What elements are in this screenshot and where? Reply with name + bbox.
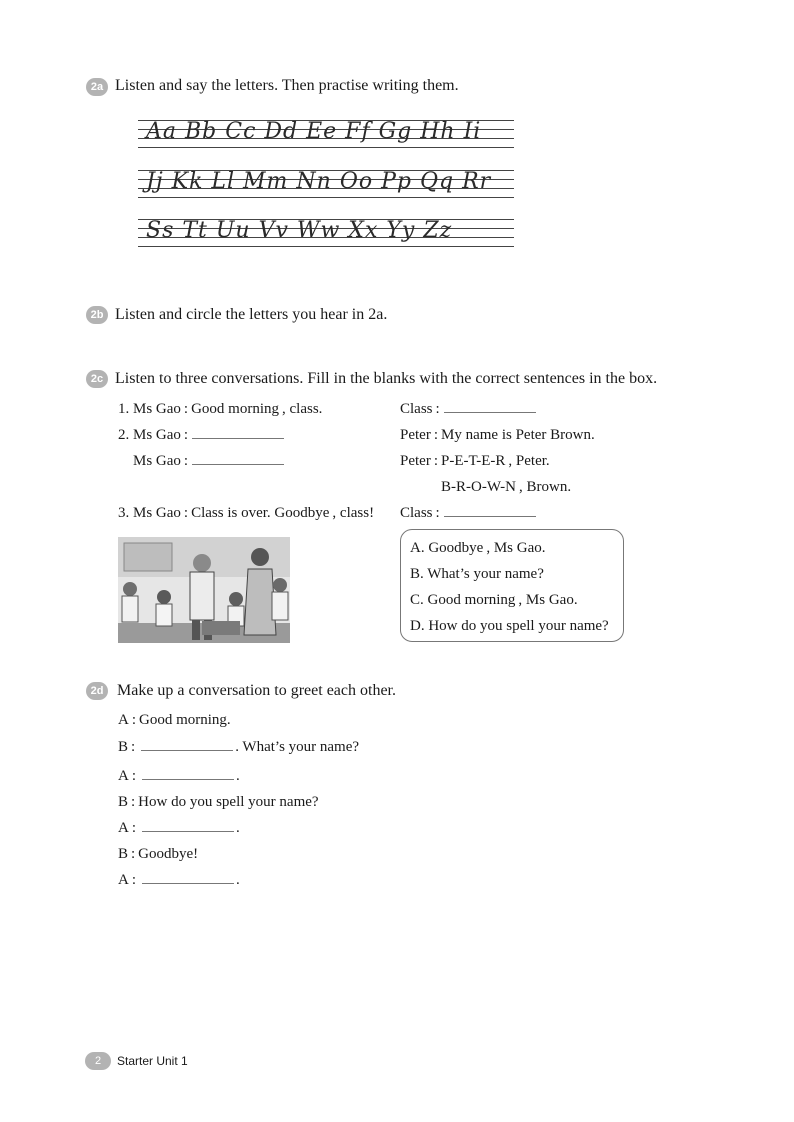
conv2-peter-line-1: Peter : My name is Peter Brown. — [400, 427, 595, 443]
dialog-line-7-end: . — [236, 872, 240, 888]
handwriting-letters-3: Ss Tt Uu Vv Ww Xx Yy Zz — [146, 218, 453, 243]
conv1-class-label: Class : — [400, 401, 440, 417]
conv2-teacher-blank-1[interactable] — [192, 426, 284, 439]
dialog-line-5 — [118, 819, 240, 837]
conv2-peter-line-2: Peter : P-E-T-E-R , Peter. — [400, 453, 550, 469]
option-a: A. Goodbye , Ms Gao. — [410, 540, 546, 556]
handwriting-row-3 — [138, 217, 514, 249]
dialog-line-5-speaker: A : — [118, 820, 137, 836]
answer-options-box — [400, 529, 624, 642]
section-2c-instruction: Listen to three conversations. Fill in the blanks with the correct sentences in the box. — [115, 370, 658, 387]
section-badge-2c: 2c — [86, 370, 108, 388]
handwriting-letters-2: Jj Kk Ll Mm Nn Oo Pp Qq Rr — [146, 169, 492, 194]
dialog-line-7-blank[interactable] — [142, 871, 234, 884]
dialog-line-5-end: . — [236, 820, 240, 836]
dialog-line-5-blank[interactable] — [142, 819, 234, 832]
dialog-line-1: A : Good morning. — [118, 712, 231, 728]
section-badge-2a: 2a — [86, 78, 108, 96]
conv2-peter-line-3: B-R-O-W-N , Brown. — [441, 479, 572, 495]
conv2-teacher-label-2: Ms Gao : — [133, 453, 189, 469]
conv3-class-label: Class : — [400, 505, 440, 521]
conv2-teacher-line-2 — [133, 452, 284, 470]
option-d: D. How do you spell your name? — [410, 618, 609, 634]
option-b: B. What’s your name? — [410, 566, 544, 582]
handwriting-row-2 — [138, 168, 514, 200]
conv2-teacher-line — [118, 426, 284, 444]
conv2-teacher-blank-2[interactable] — [192, 452, 284, 465]
conv1-teacher-line: 1. Ms Gao : Good morning , class. — [118, 401, 323, 417]
conv1-class-line — [400, 400, 536, 418]
section-2a-instruction: Listen and say the letters. Then practise writing them. — [115, 77, 459, 94]
dialog-line-4: B : How do you spell your name? — [118, 794, 319, 810]
conv3-class-line — [400, 504, 536, 522]
classroom-illustration — [118, 537, 290, 643]
dialog-line-3-speaker: A : — [118, 768, 137, 784]
section-badge-2d: 2d — [86, 682, 108, 700]
handwriting-letters-1: Aa Bb Cc Dd Ee Ff Gg Hh Ii — [146, 119, 482, 144]
dialog-line-3-blank[interactable] — [142, 767, 234, 780]
dialog-line-6: B : Goodbye! — [118, 846, 199, 862]
dialog-line-7-speaker: A : — [118, 872, 137, 888]
conv3-class-blank[interactable] — [444, 504, 536, 517]
footer-unit-title: Starter Unit 1 — [117, 1054, 188, 1068]
dialog-line-3 — [118, 767, 240, 785]
section-2b-instruction: Listen and circle the letters you hear in 2a. — [115, 306, 388, 323]
page-number: 2 — [85, 1052, 111, 1070]
dialog-line-2-speaker: B : — [118, 739, 136, 755]
conv1-class-blank[interactable] — [444, 400, 536, 413]
option-c: C. Good morning , Ms Gao. — [410, 592, 578, 608]
dialog-line-7 — [118, 871, 240, 889]
dialog-line-2 — [118, 738, 359, 756]
dialog-line-2-blank[interactable] — [141, 738, 233, 751]
section-badge-2b: 2b — [86, 306, 108, 324]
handwriting-row-1 — [138, 118, 514, 150]
dialog-line-2-text: . What’s your name? — [235, 739, 360, 755]
dialog-line-3-end: . — [236, 768, 240, 784]
conv2-teacher-label: 2. Ms Gao : — [118, 427, 189, 443]
conv3-teacher-line: 3. Ms Gao : Class is over. Goodbye , class! — [118, 505, 375, 521]
section-2d-instruction: Make up a conversation to greet each other. — [117, 682, 396, 699]
